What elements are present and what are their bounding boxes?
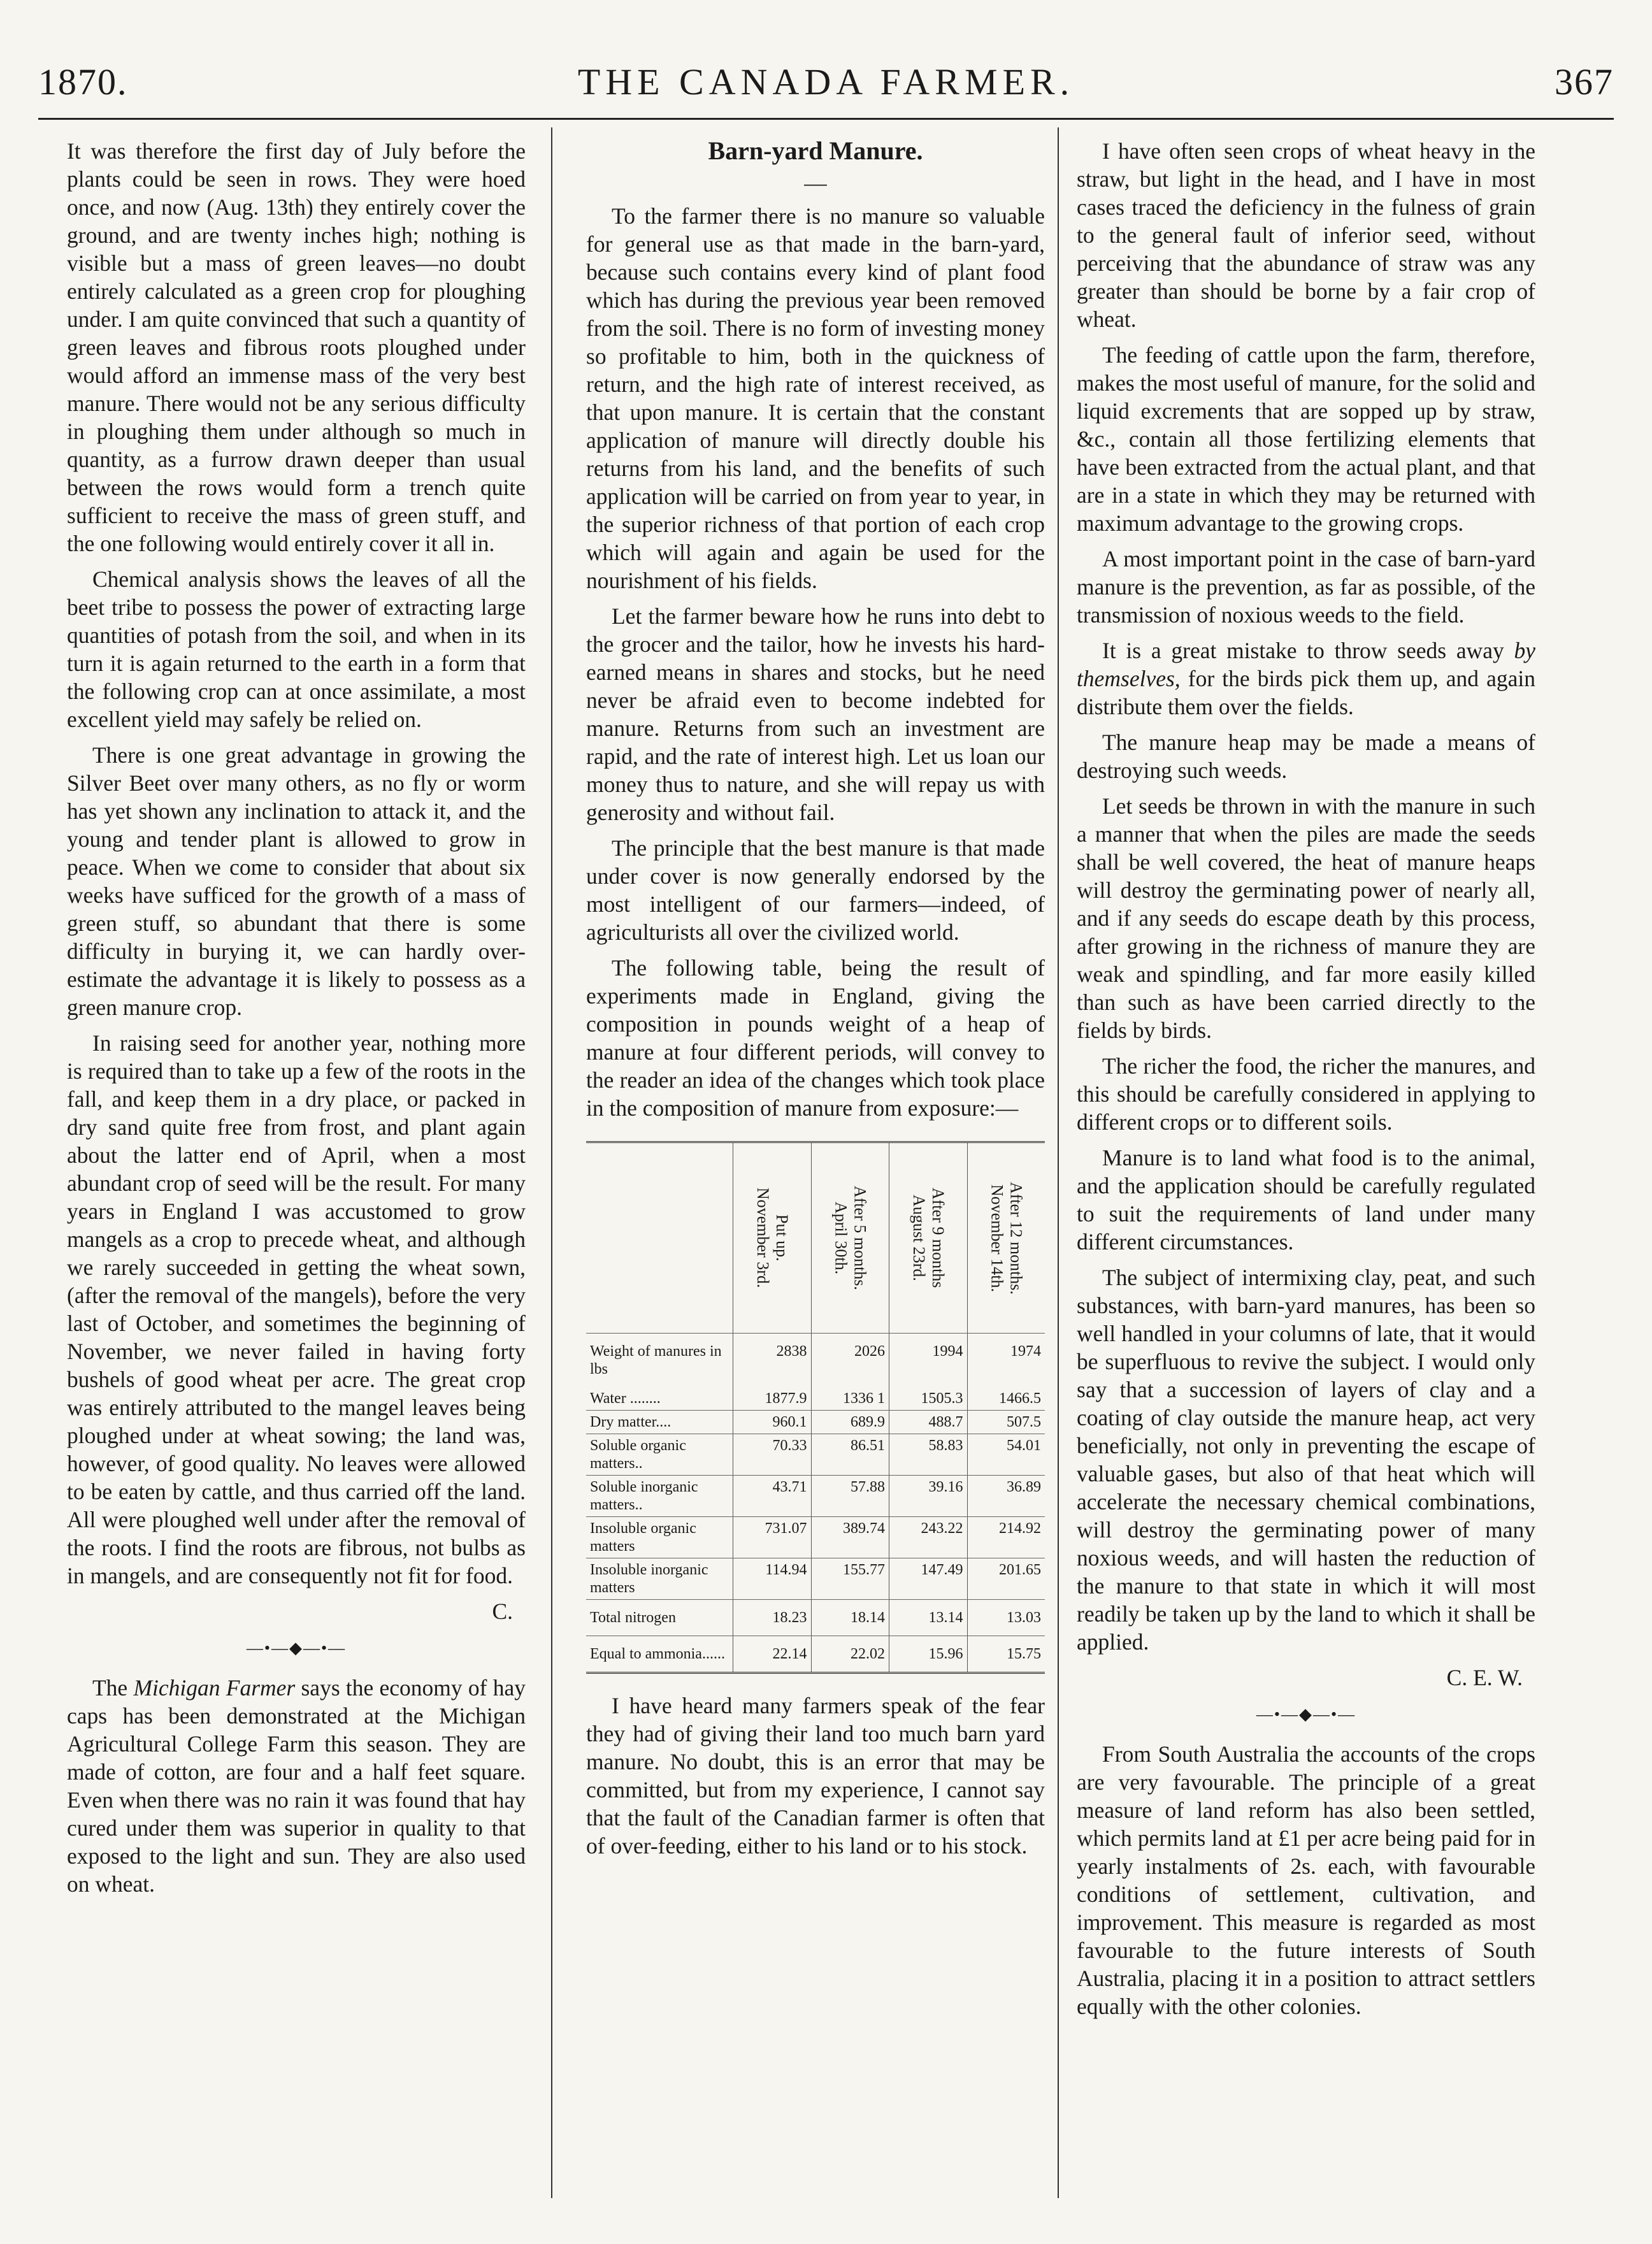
paragraph: I have often seen crops of wheat heavy in the straw, but light in the head, and I have in most cases traced the deficiency in the fulness of grain to the general fault of inferior seed, without perceiving that the abundance of straw was any greater than should be borne by a fair crop of wheat. (1077, 138, 1535, 332)
table-cell: 114.94 (733, 1558, 811, 1599)
table-row (586, 1387, 1045, 1410)
table-cell: 1974 (967, 1334, 1045, 1387)
paragraph: A most important point in the case of barn-yard manure is the prevention, as far as possible, of the transmission of noxious weeds to the field. (1077, 546, 1535, 628)
column-rule (551, 127, 552, 2198)
paragraph: I have heard many farmers speak of the fear they had of giving their land too much barn yard manure. No doubt, this is an error that may be committed, but from my experience, I cannot say that the fault of the Canadian farmer is often that of over-feeding, either to his land or to his stock. (586, 1693, 1045, 1859)
heading-dash: — (804, 170, 827, 196)
column-header (733, 1143, 811, 1333)
paragraph: In raising seed for another year, nothing more is required than to take up a few of the roots in the fall, and keep them in a dry place, or packed in dry sand quite free from frost, and plant again about the latter end of April, when a most abundant crop of seed will be the result. For many years in England I was accustomed to grow mangels as a crop to precede wheat, and although we rarely succeeded in getting the wheat sown, (after the removal of the mangels), before the very last of October, and sometimes the beginning of November, we never failed in having forty bushels of good wheat per acre. The great crop was entirely attributed to the mangel leaves being ploughed under at wheat sowing; the land was, however, of good quality. No leaves were allowed to be eaten by cattle, and thus carried off the land. All were ploughed well under after the removal of the roots. I find the roots are fibrous, not bulbs as in mangels, and are consequently not fit for food. (67, 1030, 526, 1588)
table-cell: 214.92 (967, 1517, 1045, 1558)
michigan-paragraph (67, 1674, 526, 1898)
table-cell: 22.02 (811, 1636, 889, 1672)
table-cell: 2838 (733, 1334, 811, 1387)
section-ornament: —•—◆—•— (246, 1639, 347, 1657)
seeds-paragraph (1077, 637, 1535, 721)
row-label: Dry matter.... (590, 1414, 672, 1430)
table-cell: 2026 (811, 1334, 889, 1387)
table-cell: 15.96 (889, 1636, 967, 1672)
table-cell: 43.71 (733, 1476, 811, 1516)
table-cell: 689.9 (811, 1411, 889, 1434)
table-cell: 70.33 (733, 1434, 811, 1475)
paragraph: Let the farmer beware how he runs into debt to the grocer and the tailor, how he invests his hard-earned means in shares and stocks, but he need never be afraid even to become indebted for manure. Returns from such an investment are rapid, and the rate of interest high. Let us loan our money thus to nature, and she will repay us with generosity and without fail. (586, 603, 1045, 825)
table-cell: 155.77 (811, 1558, 889, 1599)
table-cell: 13.03 (967, 1600, 1045, 1636)
paragraph: The manure heap may be made a means of destroying such weeds. (1077, 730, 1535, 783)
paragraph: The feeding of cattle upon the farm, therefore, makes the most useful of manure, for the solid and liquid excrements that are sopped up by straw, &c., contain all those fertilizing elements that have been extracted from the actual plant, and that are in a state in which they may be returned with maximum advantage to the growing crops. (1077, 342, 1535, 536)
text-run: The (92, 1675, 134, 1701)
column-1 (67, 137, 526, 1906)
table-cell: 1877.9 (733, 1387, 811, 1410)
row-label: Water ........ (590, 1390, 661, 1407)
column-header (811, 1143, 889, 1333)
table-cell: 54.01 (967, 1434, 1045, 1475)
emphasis: by themselves, (1077, 638, 1535, 691)
publication-name: Michigan Farmer (133, 1675, 296, 1701)
row-label: Insoluble organic matters (590, 1520, 696, 1555)
table-row (586, 1333, 1045, 1387)
issue-year: 1870. (38, 61, 128, 103)
row-label: Total nitrogen (590, 1609, 676, 1626)
table-cell: 960.1 (733, 1411, 811, 1434)
paragraph: From South Australia the accounts of the crops are very favourable. The principle of a great measure of land reform has also been settled, which permits land at £1 per acre being paid for in yearly instalments of 2s. each, with favourable conditions of settlement, cultivation, and improvement. This measure is regarded as most favourable to the future interests of South Australia, placing it in a position to attract settlers equally with the other colonies. (1077, 1741, 1535, 2019)
composition-rows (586, 1387, 1045, 1599)
column-2 (586, 137, 1045, 1867)
row-label: Soluble organic matters.. (590, 1437, 686, 1472)
table-cell: 147.49 (889, 1558, 967, 1599)
paragraph: To the farmer there is no manure so valuable for general use as that made in the barn-yard, because such contains every kind of plant food which has during the previous year been removed from the soil. There is no form of investing money so profitable to him, both in the quickness of return, and the high rate of interest received, as that upon manure. It is certain that the constant application of manure will directly double his returns from his land, and the benefits of such application will be carried on from year to year, in the superior richness of that portion of each crop which will again and again be used for the nourishment of his fields. (586, 203, 1045, 593)
table-cell: 731.07 (733, 1517, 811, 1558)
table-cell: 58.83 (889, 1434, 967, 1475)
table-row (586, 1636, 1045, 1672)
table-cell: 1336 1 (811, 1387, 889, 1410)
table-cell: 201.65 (967, 1558, 1045, 1599)
table-cell: 36.89 (967, 1476, 1045, 1516)
row-label: Soluble inorganic matters.. (590, 1479, 698, 1513)
column-rule (1058, 127, 1059, 2198)
column-header (967, 1143, 1045, 1333)
column-header-text: After 5 months. April 30th. (831, 1186, 870, 1290)
table-cell: 15.75 (967, 1636, 1045, 1672)
table-cell: 39.16 (889, 1476, 967, 1516)
paragraph: The following table, being the result of experiments made in England, giving the composition in pounds weight of a heap of manure at four different periods, will convey to the reader an idea of the changes which took place in the composition of manure from exposure:— (586, 955, 1045, 1121)
table-header-row (586, 1143, 1045, 1333)
table-row (586, 1599, 1045, 1636)
paragraph: Chemical analysis shows the leaves of all the beet tribe to possess the power of extracting large quantities of potash from the soil, and when in its turn it is again returned to the earth in a form that the following crop can at once assimilate, a most excellent yield may safely be relied on. (67, 566, 526, 732)
table-cell: 13.14 (889, 1600, 967, 1636)
paragraph: Let seeds be thrown in with the manure in such a manner that when the piles are made the seeds shall be well covered, the heat of manure heaps will destroy the germinating power of nearly all, and if any seeds do escape death by this process, after growing in the richness of manure they are weak and spindling, and far more easily killed than such as have been carried directly to the fields by birds. (1077, 793, 1535, 1043)
page-number: 367 (1555, 61, 1614, 103)
table-cell: 18.23 (733, 1600, 811, 1636)
table-row (586, 1410, 1045, 1434)
table-row (586, 1558, 1045, 1599)
masthead (38, 61, 1614, 120)
paragraph: There is one great advantage in growing the Silver Beet over many others, as no fly or worm has yet shown any inclination to attack it, and the young and tender plant is allowed to grow in peace. When we come to consider that about six weeks have sufficed for the growth of a mass of green stuff, so abundant that there is some difficulty in burying it, we can hardly over-estimate the advantage it is likely to possess as a green manure crop. (67, 742, 526, 1020)
column-header-text: After 9 months August 23rd. (909, 1188, 947, 1288)
table-row (586, 1434, 1045, 1475)
table-cell: 243.22 (889, 1517, 967, 1558)
table-cell: 22.14 (733, 1636, 811, 1672)
table-cell: 1466.5 (967, 1387, 1045, 1410)
table-cell: 507.5 (967, 1411, 1045, 1434)
table-cell: 389.74 (811, 1517, 889, 1558)
row-label: Insoluble inorganic matters (590, 1562, 708, 1596)
table-cell: 57.88 (811, 1476, 889, 1516)
article-signature: C. E. W. (1446, 1665, 1523, 1690)
text-run: It is a great mistake to throw seeds away (1102, 638, 1514, 663)
section-ornament: —•—◆—•— (1256, 1705, 1356, 1723)
paragraph: The principle that the best manure is that made under cover is now generally endorsed by the most intelligent of our farmers—indeed, of agriculturists all over the civilized world. (586, 835, 1045, 945)
article-heading: Barn-yard Manure. (708, 136, 923, 165)
article-signature: C. (492, 1599, 513, 1624)
row-label: Equal to ammonia...... (590, 1646, 725, 1662)
table-cell: 86.51 (811, 1434, 889, 1475)
column-header-text: After 12 months. November 14th. (988, 1181, 1026, 1295)
table-row (586, 1516, 1045, 1558)
table-cell: 488.7 (889, 1411, 967, 1434)
newspaper-title: THE CANADA FARMER. (577, 61, 1075, 103)
text-run: says the economy of hay caps has been demonstrated at the Michigan Agricultural College Farm this season. They are made of cotton, are four and a half feet square. Even when there was no rain it was found that hay cured under them was superior in quality to that exposed to the light and sun. They are also used on wheat. (67, 1675, 526, 1897)
table-cell: 18.14 (811, 1600, 889, 1636)
paragraph: The richer the food, the richer the manures, and this should be carefully considered in applying to different crops or to different soils. (1077, 1053, 1535, 1135)
table-corner (586, 1143, 733, 1333)
table-row (586, 1475, 1045, 1516)
column-header-text: Put up. November 3rd. (753, 1188, 791, 1288)
table-cell: 1505.3 (889, 1387, 967, 1410)
text-run: for the birds pick them up, and again distribute them over the fields. (1077, 666, 1535, 719)
column-header (889, 1143, 967, 1333)
column-3 (1077, 137, 1535, 2028)
table-cell: 1994 (889, 1334, 967, 1387)
paragraph: The subject of intermixing clay, peat, and such substances, with barn-yard manures, has been so well handled in your columns of late, that it would be superfluous to revive the subject. I would only say that a succession of layers of clay and a coating of clay outside the manure heap, act very beneficially, not only in preventing the escape of valuable gases, but also of that heat which will accelerate the necessary chemical combinations, will destroy the germinating power of many noxious weeds, and will hasten the reduction of the manure to that state in which it will most readily be taken up by the land to which it shall be applied. (1077, 1265, 1535, 1655)
row-label: Weight of manures in lbs (590, 1343, 722, 1377)
manure-composition-table (586, 1141, 1045, 1674)
paragraph: It was therefore the first day of July before the plants could be seen in rows. They were hoed once, and now (Aug. 13th) they entirely cover the ground, and are twenty inches high; nothing is visible but a mass of green leaves—no doubt entirely calculated as a green crop for ploughing under. I am quite convinced that such a quantity of green leaves and fibrous roots ploughed under would afford an immense mass of the very best manure. There would not be any serious difficulty in ploughing them under although so much in quantity, as a furrow drawn deeper than usual between the rows would form a trench quite sufficient to receive the mass of green stuff, and the one following would entirely cover it all in. (67, 138, 526, 556)
paragraph: Manure is to land what food is to the animal, and the application should be carefully regulated to suit the requirements of land under many different circumstances. (1077, 1145, 1535, 1255)
